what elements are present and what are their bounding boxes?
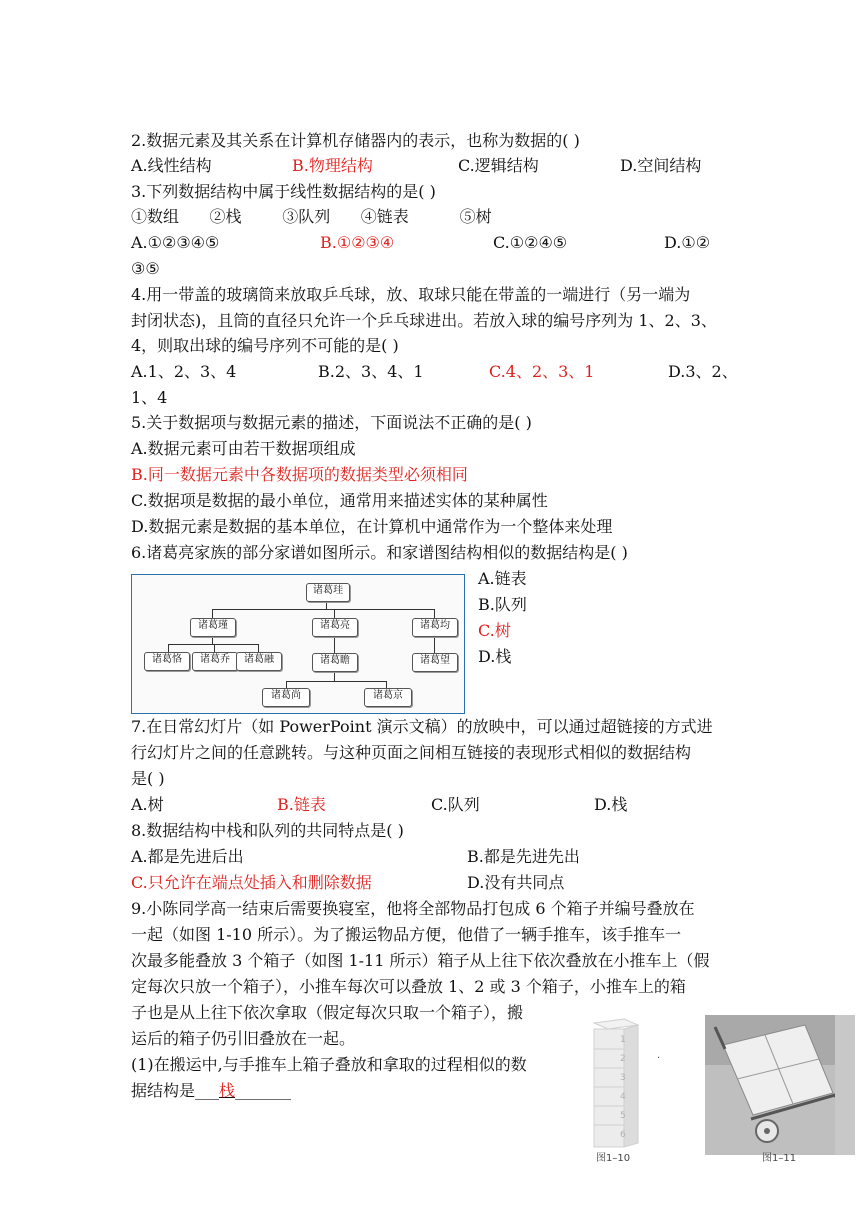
q9-answer: 栈 [219,1081,236,1100]
q2-option-d: D.空间结构 [620,156,702,175]
q9-part1-line-1: (1)在搬运中,与手推车上箱子叠放和拿取的过程相似的数 [131,1055,527,1074]
q7-line-1: 7.在日常幻灯片（如 PowerPoint 演示文稿）的放映中，可以通过超链接的方式进 [131,717,713,736]
q4-option-c-answer: C.4、2、3、1 [489,362,595,381]
q6-option-d: D.栈 [478,647,512,666]
q5-option-a: A.数据元素可由若干数据项组成 [131,439,356,458]
stacked-boxes-figure [580,1015,655,1153]
q3-option-d: D.①② [664,233,711,252]
q7-option-c: C.队列 [431,795,480,814]
q8-option-a: A.都是先进后出 [131,847,244,866]
q4-option-b: B.2、3、4、1 [318,362,424,381]
q4-line-2: 封闭状态)，且筒的直径只允许一个乒乓球进出。若放入球的编号序列为 1、2、3、 [131,311,717,330]
q4-line-1: 4.用一带盖的玻璃筒来放取乒乓球，放、取球只能在带盖的一端进行（另一端为 [131,285,691,304]
q6-option-a: A.链表 [478,569,527,588]
q3-stem: 3.下列数据结构中属于线性数据结构的是( ) [131,182,436,201]
q7-option-b-answer: B.链表 [277,795,326,814]
figure-divider-dot: · [657,1053,661,1064]
box-label-6: 6 [620,1130,626,1140]
q3-option-b-answer: B.①②③④ [320,233,395,252]
tree-node-grandchild-2: 诸葛乔 [192,652,238,671]
q6-option-b: B.队列 [478,595,527,614]
q9-part1-line-2 [131,1080,291,1102]
tree-node-child-1: 诸葛瑾 [190,618,236,637]
q4-option-a: A.1、2、3、4 [131,362,237,381]
q5-option-d: D.数据元素是数据的基本单位，在计算机中通常作为一个整体来处理 [131,517,613,536]
q4-option-d-cont: 1、4 [131,388,168,407]
tree-node-child-3: 诸葛均 [412,618,458,637]
q5-stem: 5.关于数据项与数据元素的描述，下面说法不正确的是( ) [131,413,532,432]
q9-line-4: 定每次只放一个箱子），小推车每次可以叠放 1、2 或 3 个箱子，小推车上的箱 [131,977,686,996]
q9-part1-prefix: 据结构是 [131,1081,196,1100]
tree-node-great-grandchild-1: 诸葛尚 [262,688,310,707]
tree-node-grandchild-3: 诸葛融 [236,652,282,671]
q2-option-c: C.逻辑结构 [458,156,539,175]
q3-option-a: A.①②③④⑤ [131,233,220,252]
q7-line-2: 行幻灯片之间的任意跳转。与这种页面之间相互链接的表现形式相似的数据结构 [131,743,692,762]
q9-line-3: 次最多能叠放 3 个箱子（如图 1-11 所示）箱子从上往下依次叠放在小推车上（假 [131,951,710,970]
tree-node-grandchild-4: 诸葛瞻 [312,653,358,672]
q2-option-b-answer: B.物理结构 [292,156,373,175]
box-label-2: 2 [620,1054,626,1064]
box-label-1: 1 [620,1035,626,1045]
q4-line-3: 4，则取出球的编号序列不可能的是( ) [131,336,399,355]
figure-1-11-caption: 图1–11 [762,1153,797,1164]
q8-option-b: B.都是先进先出 [467,847,580,866]
q2-option-a: A.线性结构 [131,156,212,175]
q8-stem: 8.数据结构中栈和队列的共同特点是( ) [131,821,404,840]
figure-1-10-caption: 图1–10 [596,1153,631,1164]
q5-option-c: C.数据项是数据的最小单位，通常用来描述实体的某种属性 [131,491,548,510]
q9-line-6: 运后的箱子仍引旧叠放在一起。 [131,1029,356,1048]
q7-line-3: 是( ) [131,769,165,788]
q2-stem: 2.数据元素及其关系在计算机存储器内的表示，也称为数据的( ) [131,131,580,150]
tree-node-root: 诸葛珪 [306,583,350,602]
q3-option-d-cont: ③⑤ [131,259,160,278]
tree-node-grandchild-5: 诸葛望 [412,653,458,672]
q9-line-2: 一起（如图 1-10 所示）。为了搬运物品方便，他借了一辆手推车，该手推车一 [131,925,682,944]
q9-line-1: 9.小陈同学高一结束后需要换寝室，他将全部物品打包成 6 个箱子并编号叠放在 [131,899,695,918]
q7-option-a: A.树 [131,795,164,814]
q9-blank-left: ___ [195,1081,220,1100]
family-tree-figure [131,574,465,714]
box-label-4: 4 [620,1092,626,1102]
q6-option-c-answer: C.树 [478,621,511,640]
box-label-5: 5 [620,1111,626,1121]
q7-option-d: D.栈 [594,795,628,814]
q5-option-b-answer: B.同一数据元素中各数据项的数据类型必须相同 [131,465,468,484]
q4-option-d: D.3、2、 [668,362,738,381]
q9-blank-right: _______ [235,1081,292,1100]
tree-node-child-2: 诸葛亮 [312,618,358,637]
q6-stem: 6.诸葛亮家族的部分家谱如图所示。和家谱图结构相似的数据结构是( ) [131,543,628,562]
tree-node-great-grandchild-2: 诸葛京 [364,688,412,707]
q9-line-5: 子也是从上往下依次拿取（假定每次只取一个箱子），搬 [131,1003,524,1022]
q3-option-c: C.①②④⑤ [493,233,568,252]
q8-option-d: D.没有共同点 [467,873,565,892]
box-label-3: 3 [620,1073,626,1083]
q8-option-c-answer: C.只允许在端点处插入和删除数据 [131,873,372,892]
q3-items: ①数组 ②栈 ③队列 ④链表 ⑤树 [131,207,492,226]
tree-node-grandchild-1: 诸葛恪 [144,652,190,671]
hand-truck-figure [705,1015,855,1155]
